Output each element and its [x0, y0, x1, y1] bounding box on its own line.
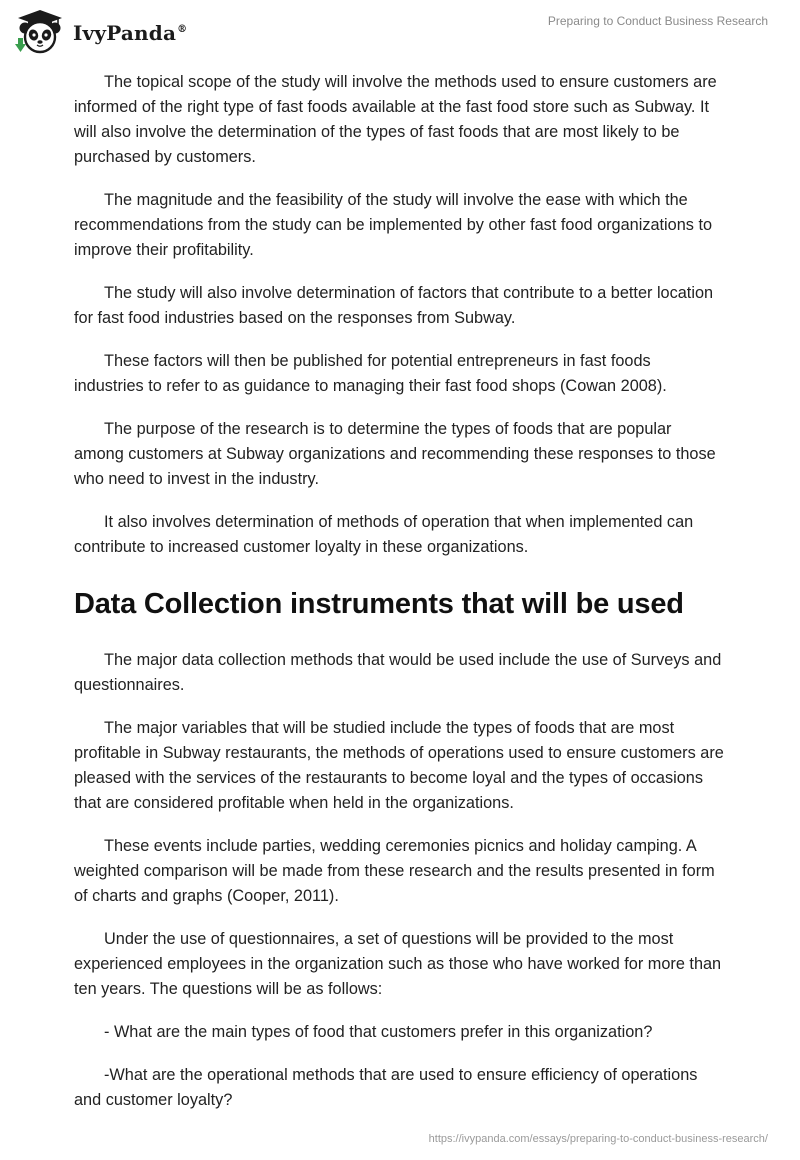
document-title: Preparing to Conduct Business Research — [547, 14, 768, 28]
page-header — [0, 0, 800, 62]
paragraph: Under the use of questionnaires, a set of questions will be provided to the most experienced employees in the organization such as those who have worked for more than ten years. The questions will be as follows: — [74, 930, 722, 998]
section-heading: Data Collection instruments that will be used — [74, 588, 684, 620]
paragraph: These events include parties, wedding ceremonies picnics and holiday camping. A weighted comparison will be made from these research and the results presented in form of charts and graphs (Cooper, 2011). — [74, 837, 715, 905]
paragraph: It also involves determination of methods of operation that when implemented can contribute to increased customer loyalty in these organizations. — [74, 513, 694, 556]
registered-mark: ® — [177, 24, 188, 36]
paragraph: The major variables that will be studied include the types of foods that are most profitable in Subway restaurants, the methods of operations used to ensure customers are pleased with the services of the restaurants to become loyal and the types of occasions that are considered profitable when held in the organizations. — [74, 719, 724, 812]
paragraph: The purpose of the research is to determine the types of foods that are popular among customers at Subway organizations and recommending these responses to those who need to invest in the industry. — [74, 420, 716, 488]
logo-text — [73, 21, 187, 45]
paragraph: The study will also involve determination of factors that contribute to a better location for fast food industries based on the responses from Subway. — [74, 284, 714, 327]
paragraph: These factors will then be published for potential entrepreneurs in fast foods industries to refer to as guidance to managing their fast food shops (Cowan 2008). — [74, 352, 667, 395]
question-item: -What are the operational methods that are used to ensure efficiency of operations and customer loyalty? — [74, 1066, 698, 1109]
source-url[interactable]: https://ivypanda.com/essays/preparing-to-conduct-business-research/ — [428, 1133, 768, 1145]
paragraph: The magnitude and the feasibility of the study will involve the ease with which the recommendations from the study can be implemented by other fast food organizations to improve their profitability. — [74, 191, 713, 259]
essay-body — [74, 70, 724, 1131]
ivypanda-logo[interactable] — [14, 8, 187, 54]
logo-wordmark: IvyPanda — [73, 21, 177, 45]
question-item: - What are the main types of food that customers prefer in this organization? — [104, 1023, 653, 1041]
paragraph: The major data collection methods that would be used include the use of Surveys and questionnaires. — [74, 651, 722, 694]
paragraph: The topical scope of the study will involve the methods used to ensure customers are informed of the right type of fast foods available at the fast food store such as Subway. It will also involve the determination of the types of fast foods that are most likely to be purchased by customers. — [74, 73, 717, 166]
panda-graduate-icon — [14, 8, 66, 54]
